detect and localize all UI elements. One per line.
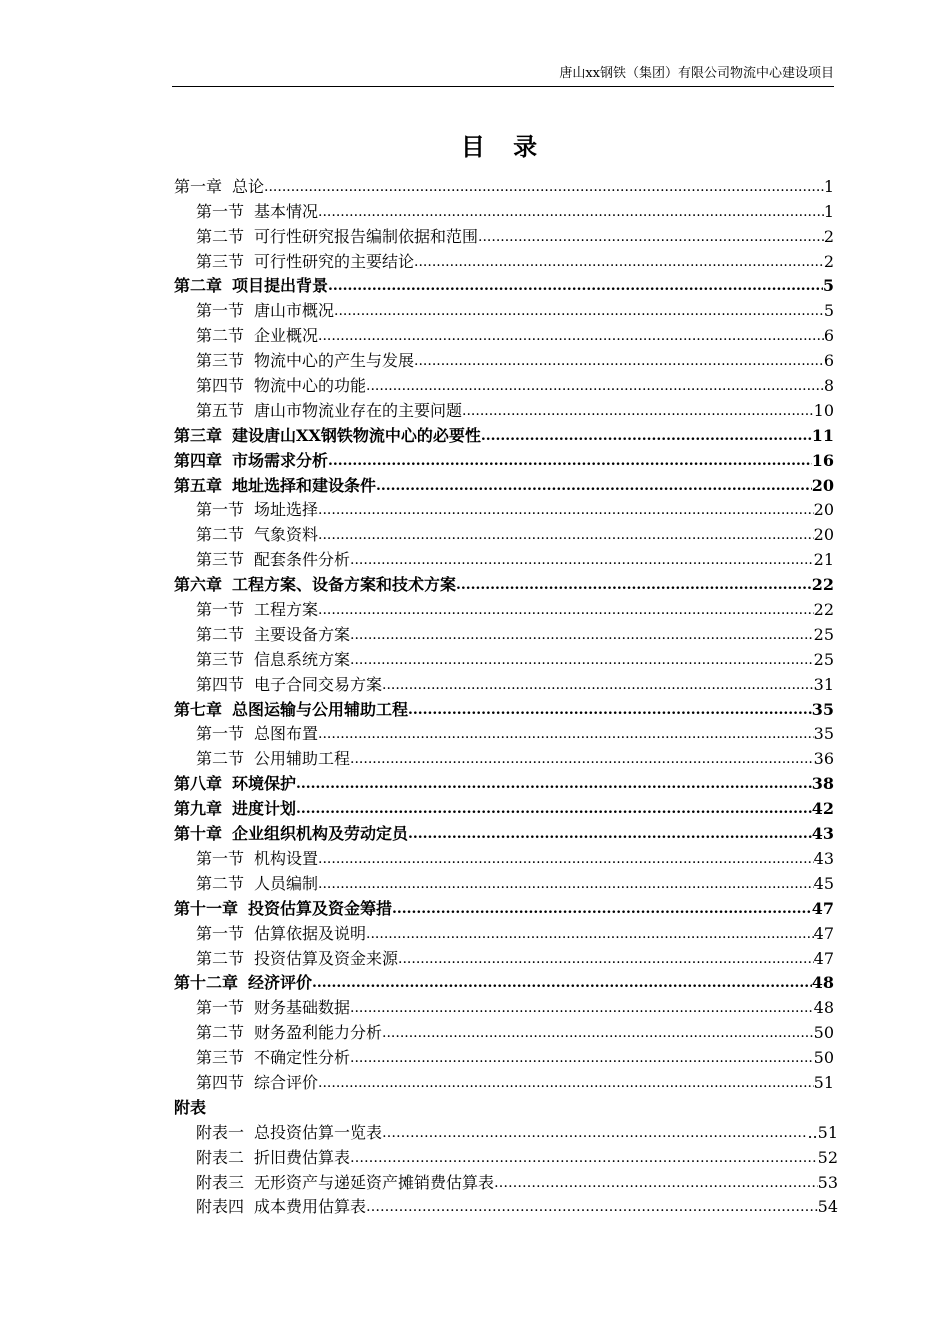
toc-entry-title: 总投资估算一览表	[254, 1122, 383, 1142]
toc-page-number: 22	[813, 600, 834, 620]
toc-entry-number: 第二章	[174, 276, 223, 296]
toc-dot-leader	[312, 972, 812, 994]
toc-dot-leader	[318, 723, 814, 745]
toc-entry-label	[196, 1147, 350, 1169]
toc-dot-leader	[318, 599, 814, 621]
toc-entry-title: 气象资料	[254, 525, 319, 545]
toc-entry-title: 工程方案、设备方案和技术方案	[232, 575, 457, 595]
toc-entry-label	[174, 773, 296, 795]
toc-entry-label	[196, 1122, 382, 1144]
toc-entry-number: 第三节	[196, 649, 245, 669]
toc-entry-label	[196, 748, 350, 770]
toc-page-number: 48	[813, 998, 834, 1018]
toc-section-entry[interactable]	[174, 994, 834, 1019]
toc-dot-leader	[264, 176, 824, 198]
toc-section-entry[interactable]	[174, 596, 834, 621]
toc-page-number: 36	[813, 749, 834, 769]
toc-dot-leader	[350, 624, 814, 646]
toc-dot-leader	[398, 948, 814, 970]
toc-dot-leader	[366, 375, 824, 397]
toc-page-number: 20	[811, 475, 834, 495]
toc-page-number: 11	[811, 425, 834, 445]
toc-dot-leader	[328, 275, 823, 297]
toc-entry-label	[174, 176, 264, 198]
toc-chapter-entry[interactable]	[174, 696, 834, 721]
toc-page-number: 25	[813, 624, 834, 644]
toc-dot-leader	[318, 325, 824, 347]
toc-entry-number: 第四章	[174, 450, 223, 470]
toc-dot-leader	[382, 1022, 814, 1044]
toc-entry-label	[196, 1072, 318, 1094]
toc-entry-number: 第三节	[196, 251, 245, 271]
toc-page-number: 54	[817, 1197, 838, 1217]
toc-entry-label	[174, 1097, 206, 1119]
header-text: 唐山xx钢铁（集团）有限公司物流中心建设项目	[559, 66, 834, 81]
toc-entry-number: 第三章	[174, 425, 223, 445]
toc-dot-leader	[366, 1196, 818, 1218]
toc-chapter-entry[interactable]	[174, 173, 834, 198]
toc-section-entry[interactable]	[174, 870, 834, 895]
toc-entry-number: 第一节	[196, 923, 245, 943]
toc-entry-label	[174, 972, 312, 994]
toc-entry-title: 综合评价	[254, 1072, 319, 1092]
toc-dot-leader	[481, 425, 812, 447]
toc-page-number: 47	[811, 898, 834, 918]
toc-entry-label	[196, 1047, 350, 1069]
toc-entry-number: 第七章	[174, 699, 223, 719]
toc-entry-title: 财务基础数据	[254, 998, 351, 1018]
toc-entry-label	[196, 723, 318, 745]
toc-entry-title: 唐山市概况	[254, 301, 335, 321]
toc-entry-label	[196, 674, 382, 696]
toc-entry-number: 附表一	[196, 1122, 245, 1142]
toc-section-entry[interactable]	[174, 646, 834, 671]
toc-entry-number: 第一节	[196, 724, 245, 744]
toc-dot-leader	[462, 400, 814, 422]
toc-dot-leader	[318, 201, 824, 223]
toc-dot-leader	[350, 1047, 814, 1069]
toc-section-entry[interactable]	[174, 1019, 834, 1044]
toc-entry-label	[196, 201, 318, 223]
toc-page-number: 22	[811, 575, 834, 595]
toc-entry-number: 第三节	[196, 1048, 245, 1068]
toc-page-number: 38	[811, 774, 834, 794]
toc-dot-leader	[318, 1072, 814, 1094]
toc-entry-label	[174, 699, 408, 721]
toc-entry-title: 人员编制	[254, 873, 319, 893]
toc-entry-number: 第二节	[196, 873, 245, 893]
toc-page-number: 6	[823, 326, 834, 346]
toc-page-number: 2	[823, 226, 834, 246]
toc-page-number: 2	[823, 251, 834, 271]
toc-entry-label	[196, 251, 414, 273]
toc-entry-title: 附表	[174, 1097, 207, 1117]
toc-section-entry[interactable]	[174, 397, 834, 422]
toc-entry-title: 基本情况	[254, 201, 319, 221]
toc-entry-number: 第八章	[174, 774, 223, 794]
toc-entry-title: 公用辅助工程	[254, 749, 351, 769]
toc-entry-title: 物流中心的功能	[254, 376, 367, 396]
toc-entry-label	[196, 649, 350, 671]
toc-entry-title: 主要设备方案	[254, 624, 351, 644]
toc-dot-leader	[456, 574, 812, 596]
toc-entry-number: 附表三	[196, 1172, 245, 1192]
toc-dot-leader	[334, 300, 824, 322]
toc-entry-number: 第二节	[196, 749, 245, 769]
toc-entry-label	[174, 425, 481, 447]
toc-entry-label	[174, 450, 328, 472]
toc-chapter-entry[interactable]	[174, 571, 834, 596]
toc-section-entry[interactable]	[174, 322, 834, 347]
toc-dot-leader	[318, 873, 814, 895]
toc-page-number: 35	[811, 699, 834, 719]
toc-entry-number: 第三节	[196, 351, 245, 371]
toc-entry-label	[196, 325, 318, 347]
toc-dot-leader	[350, 748, 814, 770]
toc-entry-title: 机构设置	[254, 848, 319, 868]
toc-page-number: 43	[813, 848, 834, 868]
toc-entry-number: 第二节	[196, 624, 245, 644]
toc-entry-number: 附表二	[196, 1147, 245, 1167]
toc-entry-title: 总论	[232, 176, 265, 196]
toc-appendix-entry[interactable]	[174, 1144, 838, 1169]
toc-entry-label	[196, 997, 350, 1019]
toc-dot-leader	[408, 823, 812, 845]
toc-appendix-entry[interactable]	[174, 1169, 838, 1194]
toc-entry-label	[196, 549, 350, 571]
toc-section-entry[interactable]	[174, 1044, 834, 1069]
toc-entry-label	[196, 873, 318, 895]
toc-entry-label	[196, 400, 462, 422]
toc-entry-title: 不确定性分析	[254, 1048, 351, 1068]
page-title: 目 录	[460, 132, 548, 161]
toc-page-number: 20	[813, 500, 834, 520]
toc-section-entry[interactable]	[174, 671, 834, 696]
toc-section-entry[interactable]	[174, 223, 834, 248]
toc-entry-number: 第二节	[196, 525, 245, 545]
toc-page-number: 5	[822, 276, 834, 296]
toc-page-number: 1	[823, 201, 834, 221]
toc-section-entry[interactable]	[174, 248, 834, 273]
toc-entry-number: 第十二章	[174, 973, 239, 993]
toc-entry-number: 第一节	[196, 848, 245, 868]
toc-dot-leader	[494, 1172, 818, 1194]
toc-appendix-entry[interactable]	[174, 1194, 838, 1219]
toc-entry-number: 第一节	[196, 500, 245, 520]
toc-appendix-heading	[174, 1094, 834, 1119]
toc-page-number: 50	[813, 1023, 834, 1043]
toc-dot-leader	[382, 1122, 807, 1144]
toc-entry-number: 第一节	[196, 998, 245, 1018]
toc-entry-number: 附表四	[196, 1197, 245, 1217]
toc-page-number: 20	[813, 525, 834, 545]
toc-entry-number: 第六章	[174, 575, 223, 595]
toc-page-number: 53	[817, 1172, 838, 1192]
toc-page-number: 48	[811, 973, 834, 993]
toc-entry-label	[196, 226, 478, 248]
toc-dot-leader	[478, 226, 824, 248]
toc-entry-title: 市场需求分析	[232, 450, 329, 470]
toc-entry-title: 企业概况	[254, 326, 319, 346]
toc-dot-leader	[350, 997, 814, 1019]
toc-page-number: 42	[811, 799, 834, 819]
toc-section-entry[interactable]	[174, 297, 834, 322]
toc-dot-leader	[318, 848, 814, 870]
toc-entry-number: 第十章	[174, 824, 223, 844]
toc-entry-title: 企业组织机构及劳动定员	[232, 824, 409, 844]
toc-dot-leader	[382, 674, 814, 696]
toc-entry-label	[196, 350, 414, 372]
toc-section-entry[interactable]	[174, 745, 834, 770]
toc-entry-number: 第二节	[196, 948, 245, 968]
toc-entry-number: 第四节	[196, 674, 245, 694]
toc-entry-title: 总图布置	[254, 724, 319, 744]
toc-entry-label	[174, 823, 408, 845]
toc-page-number: ..51	[807, 1122, 838, 1142]
toc-section-entry[interactable]	[174, 721, 834, 746]
toc-entry-number: 第一章	[174, 176, 223, 196]
toc-entry-number: 第十一章	[174, 898, 239, 918]
toc-entry-label	[174, 275, 328, 297]
toc-page-number: 50	[813, 1048, 834, 1068]
toc-entry-label	[174, 898, 392, 920]
toc-section-entry[interactable]	[174, 198, 834, 223]
toc-entry-title: 工程方案	[254, 600, 319, 620]
toc-page-number: 35	[813, 724, 834, 744]
toc-page-number: 25	[813, 649, 834, 669]
toc-dot-leader	[296, 798, 812, 820]
toc-entry-label	[196, 599, 318, 621]
toc-dot-leader	[328, 450, 812, 472]
toc-entry-title: 唐山市物流业存在的主要问题	[254, 400, 463, 420]
toc-chapter-entry[interactable]	[174, 422, 834, 447]
toc-entry-title: 经济评价	[248, 973, 313, 993]
toc-section-entry[interactable]	[174, 845, 834, 870]
toc-entry-title: 估算依据及说明	[254, 923, 367, 943]
toc-dot-leader	[318, 524, 814, 546]
toc-chapter-entry[interactable]	[174, 447, 834, 472]
toc-chapter-entry[interactable]	[174, 970, 834, 995]
toc-page-number: 16	[811, 450, 834, 470]
toc-page-number: 47	[813, 948, 834, 968]
toc-entry-number: 第四节	[196, 376, 245, 396]
toc-page-number: 52	[817, 1147, 838, 1167]
toc-entry-title: 配套条件分析	[254, 550, 351, 570]
toc-dot-leader	[366, 923, 814, 945]
toc-entry-number: 第九章	[174, 799, 223, 819]
toc-page-number: 51	[813, 1072, 834, 1092]
toc-entry-label	[196, 848, 318, 870]
page-header	[172, 64, 834, 87]
toc-dot-leader	[350, 549, 814, 571]
toc-section-entry[interactable]	[174, 497, 834, 522]
toc-entry-label	[196, 1172, 494, 1194]
toc-entry-number: 第二节	[196, 1023, 245, 1043]
toc-chapter-entry[interactable]	[174, 472, 834, 497]
toc-entry-label	[196, 300, 334, 322]
toc-entry-title: 投资估算及资金来源	[254, 948, 399, 968]
toc-chapter-entry[interactable]	[174, 273, 834, 298]
toc-entry-title: 场址选择	[254, 500, 319, 520]
toc-entry-number: 第二节	[196, 226, 245, 246]
toc-entry-label	[196, 375, 366, 397]
toc-chapter-entry[interactable]	[174, 795, 834, 820]
toc-section-entry[interactable]	[174, 521, 834, 546]
toc-section-entry[interactable]	[174, 920, 834, 945]
toc-entry-number: 第一节	[196, 301, 245, 321]
toc-entry-label	[196, 524, 318, 546]
toc-entry-title: 无形资产与递延资产摊销费估算表	[254, 1172, 495, 1192]
toc-entry-title: 建设唐山XX钢铁物流中心的必要性	[232, 425, 481, 445]
toc-entry-title: 地址选择和建设条件	[232, 475, 377, 495]
toc-chapter-entry[interactable]	[174, 770, 834, 795]
toc-entry-title: 成本费用估算表	[254, 1197, 367, 1217]
toc-entry-title: 项目提出背景	[232, 276, 329, 296]
toc-page-number: 43	[811, 824, 834, 844]
toc-dot-leader	[296, 773, 812, 795]
toc-entry-title: 财务盈利能力分析	[254, 1023, 383, 1043]
toc-entry-number: 第一节	[196, 201, 245, 221]
toc-entry-label	[196, 499, 318, 521]
toc-dot-leader	[350, 1147, 818, 1169]
toc-dot-leader	[414, 251, 824, 273]
toc-dot-leader	[318, 499, 814, 521]
toc-entry-number: 第五节	[196, 400, 245, 420]
toc-dot-leader	[350, 649, 814, 671]
toc-entry-title: 电子合同交易方案	[254, 674, 383, 694]
toc-page-number: 10	[813, 400, 834, 420]
toc-entry-label	[174, 574, 456, 596]
toc-entry-title: 环境保护	[232, 774, 297, 794]
toc-entry-number: 第四节	[196, 1072, 245, 1092]
toc-entry-number: 第二节	[196, 326, 245, 346]
toc-page-number: 6	[823, 351, 834, 371]
toc-page-number: 31	[813, 674, 834, 694]
toc-page-number: 1	[823, 176, 834, 196]
toc-dot-leader	[414, 350, 824, 372]
toc-entry-label	[196, 1022, 382, 1044]
toc-page-number: 47	[813, 923, 834, 943]
toc-page-number: 45	[813, 873, 834, 893]
toc-chapter-entry[interactable]	[174, 820, 834, 845]
toc-entry-label	[196, 624, 350, 646]
toc-entry-title: 折旧费估算表	[254, 1147, 351, 1167]
toc-entry-label	[196, 1196, 366, 1218]
toc-dot-leader	[392, 898, 812, 920]
toc-appendix-entry[interactable]	[174, 1119, 838, 1144]
toc-entry-title: 总图运输与公用辅助工程	[232, 699, 409, 719]
toc-entry-title: 可行性研究的主要结论	[254, 251, 415, 271]
toc-entry-number: 第五章	[174, 475, 223, 495]
toc-chapter-entry[interactable]	[174, 895, 834, 920]
toc-entry-title: 投资估算及资金筹措	[248, 898, 393, 918]
toc-entry-label	[174, 798, 296, 820]
toc-dot-leader	[376, 475, 812, 497]
table-of-contents	[174, 173, 838, 1218]
toc-entry-title: 可行性研究报告编制依据和范围	[254, 226, 479, 246]
toc-entry-label	[196, 948, 398, 970]
toc-page-number: 8	[823, 376, 834, 396]
toc-entry-label	[196, 923, 366, 945]
toc-page-number: 5	[823, 301, 834, 321]
toc-dot-leader	[408, 699, 812, 721]
toc-section-entry[interactable]	[174, 372, 834, 397]
toc-entry-title: 进度计划	[232, 799, 297, 819]
toc-section-entry[interactable]	[174, 1069, 834, 1094]
toc-entry-number: 第三节	[196, 550, 245, 570]
toc-section-entry[interactable]	[174, 621, 834, 646]
toc-section-entry[interactable]	[174, 347, 834, 372]
toc-section-entry[interactable]	[174, 546, 834, 571]
toc-entry-title: 物流中心的产生与发展	[254, 351, 415, 371]
toc-entry-title: 信息系统方案	[254, 649, 351, 669]
toc-page-number: 21	[813, 550, 834, 570]
toc-entry-label	[174, 475, 376, 497]
toc-section-entry[interactable]	[174, 945, 834, 970]
toc-entry-number: 第一节	[196, 600, 245, 620]
